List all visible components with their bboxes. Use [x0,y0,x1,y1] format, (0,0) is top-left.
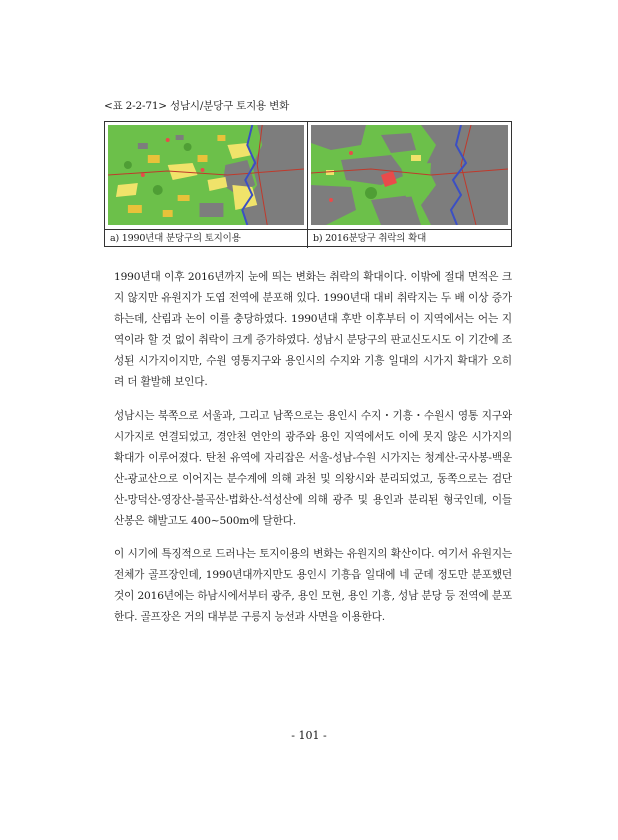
paragraph-3: 이 시기에 특징적으로 드러나는 토지이용의 변화는 유원지의 확산이다. 여기서 유원지는 전체가 골프장인데, 1990년대까지만도 용인시 기흥읍 일대에 네 군데 정도만 분포했던 것이 2016년에는 하남시에서부터 광주, 용인 모현, 용인 기흥, 성남 분당 등 전역에 분포한다. 골프장은 거의 대부분 구릉지 능선과 사면을 이용한다. [114,548,512,623]
page-number: - 101 - [291,729,327,742]
map-2016-graphic [311,125,508,225]
figure-b-label: b) 2016분당구 취락의 확대 [308,229,511,247]
map-1990s-graphic [108,125,304,225]
paragraph-1: 1990년대 이후 2016년까지 눈에 띄는 변화는 취락의 확대이다. 이밖에 절대 면적은 크지 않지만 유원지가 도엽 전역에 분포해 있다. 1990년대 대비 취락지는 두 배 이상 증가하는데, 산림과 논이 이를 충당하였다. 1990년대 후반 이후부터 이 지역에서는 어는 지역이라 할 것 없이 취락이 크게 증가하였다. 성남시 분당구의 판교신도시도 이 기간에 조성된 시가지이지만, 수원 영통지구와 용인시의 수지와 기흥 일대의 시가지 확대가 오히려 더 활발해 보인다. [114,271,512,388]
figure-b [308,122,511,248]
figure-a-label: a) 1990년대 분당구의 토지이용 [105,229,307,247]
figure-table [104,121,512,247]
land-use-map-1990s [108,125,304,225]
paragraph-2: 성남시는 북쪽으로 서울과, 그리고 남쪽으로는 용인시 수지・기흥・수원시 영통 지구와 시가지로 연결되었고, 경안천 연안의 광주와 용인 지역에서도 이에 못지 않은 시가지의 확대가 이루어졌다. 탄천 유역에 자리잡은 서울-성남-수원 시가지는 청계산-국사봉-백운산-광교산으로 이어지는 분수계에 의해 과천 및 의왕시와 분리되었고, 동쪽으로는 검단산-망덕산-영장산-불곡산-법화산-석성산에 의해 광주 및 용인과 분리된 형국인데, 이들 산봉은 해발고도 400∼500m에 달한다. [114,410,512,527]
figure-a [105,122,308,248]
figure-caption: <표 2-2-71> 성남시/분당구 토지용 변화 [104,100,290,112]
land-use-map-2016 [311,125,508,225]
